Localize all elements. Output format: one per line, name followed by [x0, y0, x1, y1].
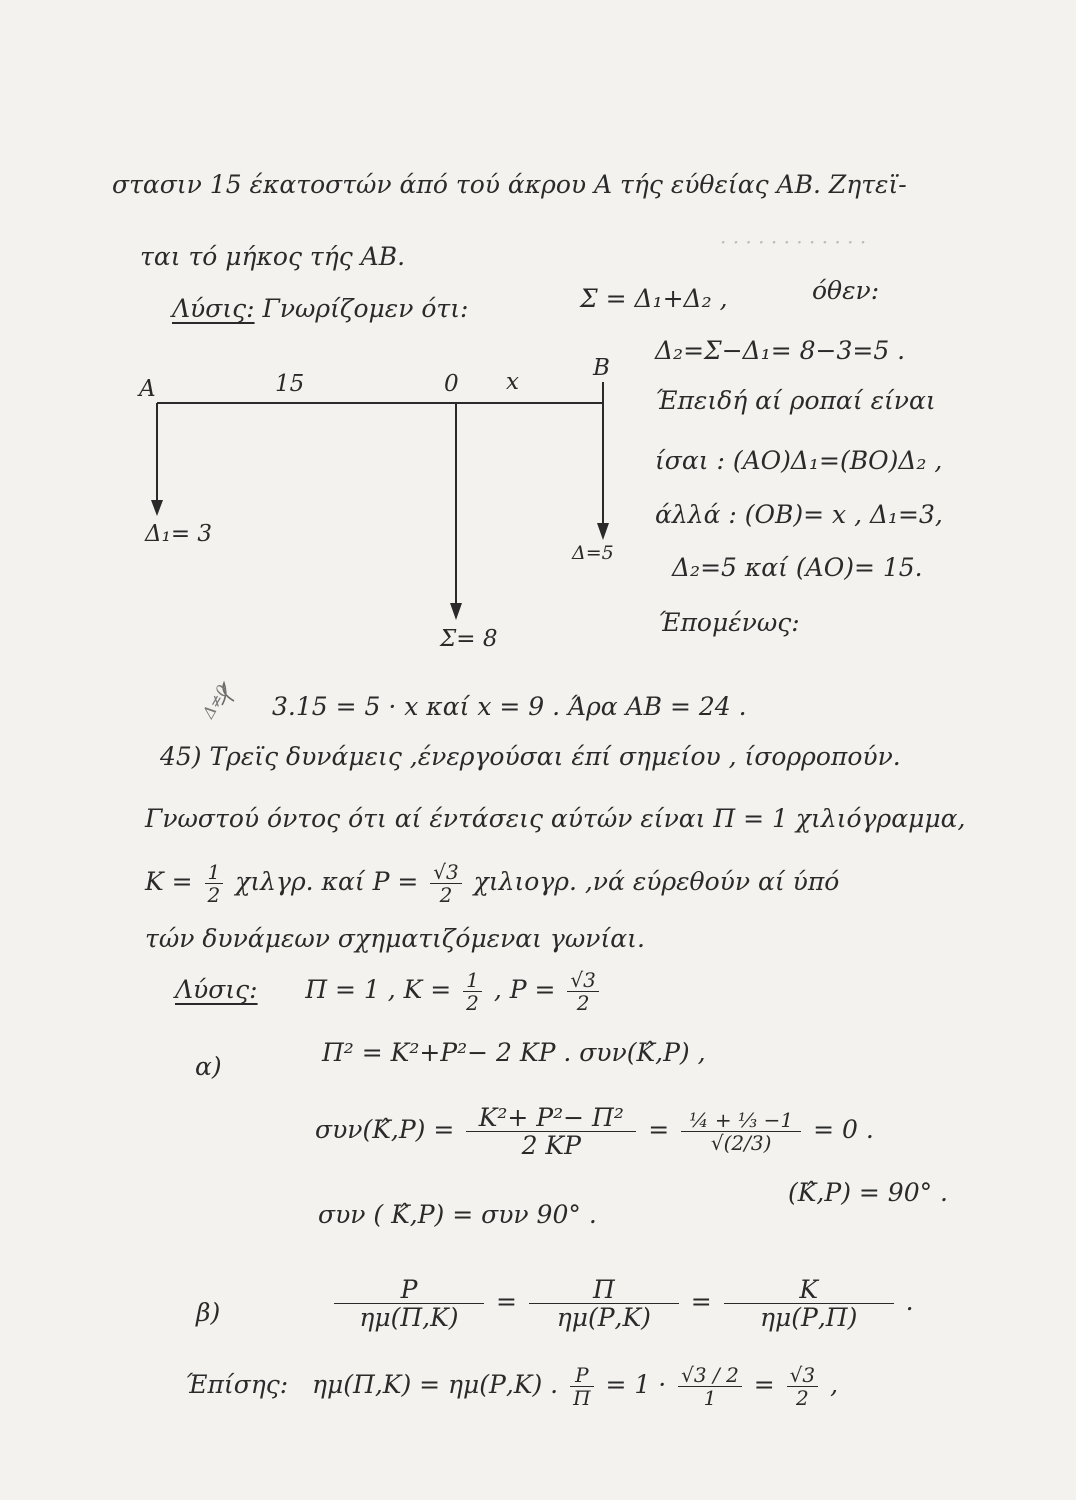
- solution-label: Λύσις:: [172, 294, 255, 323]
- fraction-half: $\frac{1}{2}$: [205, 861, 224, 906]
- also-line: Έπίσης: ημ(Π,Κ) = ημ(Ρ,Κ) . $\frac{P}{\Pi}$ = 1 · $\frac{√3 / 2}{1}$ = $\frac{√3}{2}$ ,: [185, 1363, 839, 1410]
- cosine-90-equation: συν ( Κ̂,Ρ) = συν 90° .: [318, 1200, 597, 1229]
- margin-note: Δ≠0: [198, 681, 233, 722]
- isai-equation: ίσαι : (ΑΟ)Δ₁=(ΒΟ)Δ₂ ,: [655, 446, 943, 475]
- also-result-1: = 1 ·: [605, 1370, 667, 1399]
- problem-45-line-1: 45) Τρεϊς δυνάμεις ,ένεργούσαι έπί σημείου , ίσορροπούν.: [160, 742, 901, 771]
- point-a-label: Α: [139, 376, 156, 402]
- also-result-fraction-2: $\frac{√3}{2}$: [787, 1364, 818, 1409]
- othen-text: όθεν:: [812, 276, 880, 305]
- force-sigma-label: Σ= 8: [440, 626, 498, 652]
- force-d-arrowhead: [597, 523, 609, 540]
- bleed-through-text: · · · · · · · · · · · ·: [720, 230, 867, 254]
- point-b-label: B: [593, 355, 610, 381]
- sine-law: $\frac{P}{\eta\mu(\Pi,K)}$ = $\frac{\Pi}{\eta\mu(P,K)}$ = $\frac{K}{\eta\mu(P,\Pi)}$ .: [330, 1262, 914, 1342]
- distance-15-label: 15: [275, 371, 305, 397]
- problem-45-line-4: τών δυνάμεων σχηματιζόμεναι γωνίαι.: [145, 924, 645, 953]
- force-d1-label: Δ₁= 3: [145, 521, 213, 547]
- cosine-result: = 0 .: [813, 1115, 874, 1144]
- part-b-label: β): [196, 1298, 221, 1327]
- delta2-values: Δ₂=5 καί (ΑΟ)= 15.: [672, 553, 923, 582]
- also-equation: ημ(Π,Κ) = ημ(Ρ,Κ) .: [312, 1370, 559, 1399]
- sine-fraction-2: $\frac{\Pi}{\eta\mu(P,K)}$: [529, 1276, 679, 1332]
- cosine-numeric-fraction: $\frac{\text{¼ + ⅓ −1}}{√(2/3)}$: [681, 1109, 801, 1154]
- cosine-equals: =: [648, 1115, 670, 1144]
- fraction-sqrt3-over-2: $\frac{√3}{2}$: [430, 861, 461, 906]
- force-sigma-arrowhead: [450, 603, 462, 620]
- cosine-computation: [315, 1095, 874, 1165]
- sine-fraction-1: $\frac{P}{\eta\mu(\Pi,K)}$: [334, 1276, 484, 1332]
- also-label: Έπίσης:: [185, 1370, 289, 1399]
- given-p-fraction: $\frac{√3}{2}$: [567, 969, 598, 1014]
- problem-45-line-3: [145, 852, 839, 912]
- problem-45-line-2: Γνωστού όντος ότι αί έντάσεις αύτών είναι Π = 1 χιλιόγραμμα,: [145, 804, 966, 833]
- angle-result: (Κ̂,Ρ) = 90° .: [788, 1178, 948, 1207]
- given-p: , Ρ =: [493, 975, 556, 1004]
- p-over-pi-fraction: $\frac{P}{\Pi}$: [570, 1364, 593, 1409]
- distance-x-label: x: [506, 369, 519, 395]
- cosine-law-equation: Π² = Κ²+Ρ²− 2 ΚΡ . συν(Κ̂,Ρ) ,: [322, 1038, 706, 1067]
- epeidi-text: Έπειδή αί ροπαί είναι: [655, 386, 936, 415]
- units-and-p: χιλγρ. καί Ρ =: [235, 867, 419, 896]
- given-k-fraction: $\frac{1}{2}$: [463, 969, 482, 1014]
- solution-intro: Γνωρίζομεν ότι:: [262, 294, 469, 323]
- cosine-lhs: συν(Κ̂,Ρ) =: [315, 1115, 455, 1144]
- delta2-equation: Δ₂=Σ−Δ₁= 8−3=5 .: [655, 336, 906, 365]
- k-equals: Κ =: [145, 867, 193, 896]
- text-line-2: ται τό μήκος τής ΑΒ.: [140, 242, 406, 271]
- cosine-fraction: $\frac{\text{Κ²+ Ρ²− Π²}}{2 KP}$: [466, 1104, 636, 1160]
- solution-2-label: Λύσις:: [175, 975, 258, 1004]
- calculation-line: 3.15 = 5 · x καί x = 9 . Άρα ΑΒ = 24 .: [272, 692, 747, 721]
- also-result-2: =: [753, 1370, 775, 1399]
- solution-2-given: [175, 960, 603, 1020]
- text-line-1: στασιν 15 έκατοστών άπό τού άκρου Α τής εύθείας ΑΒ. Ζητεϊ-: [112, 170, 907, 199]
- point-o-label: 0: [444, 371, 459, 397]
- part-a-label: α): [195, 1052, 222, 1081]
- units-and-ask: χιλιογρ. ,νά εύρεθούν αί ύπό: [473, 867, 840, 896]
- alla-equation: άλλά : (ΟΒ)= x , Δ₁=3,: [655, 500, 943, 529]
- force-d1-arrowhead: [151, 500, 163, 516]
- sine-fraction-3: $\frac{K}{\eta\mu(P,\Pi)}$: [724, 1276, 894, 1332]
- epomenos-text: Έπομένως:: [658, 608, 800, 637]
- given-pi-k: Π = 1 , Κ =: [305, 975, 452, 1004]
- sigma-equation: Σ = Δ₁+Δ₂ ,: [580, 284, 728, 313]
- force-d-label: Δ=5: [572, 542, 614, 564]
- also-result-fraction-1: $\frac{√3 / 2}{1}$: [678, 1364, 742, 1409]
